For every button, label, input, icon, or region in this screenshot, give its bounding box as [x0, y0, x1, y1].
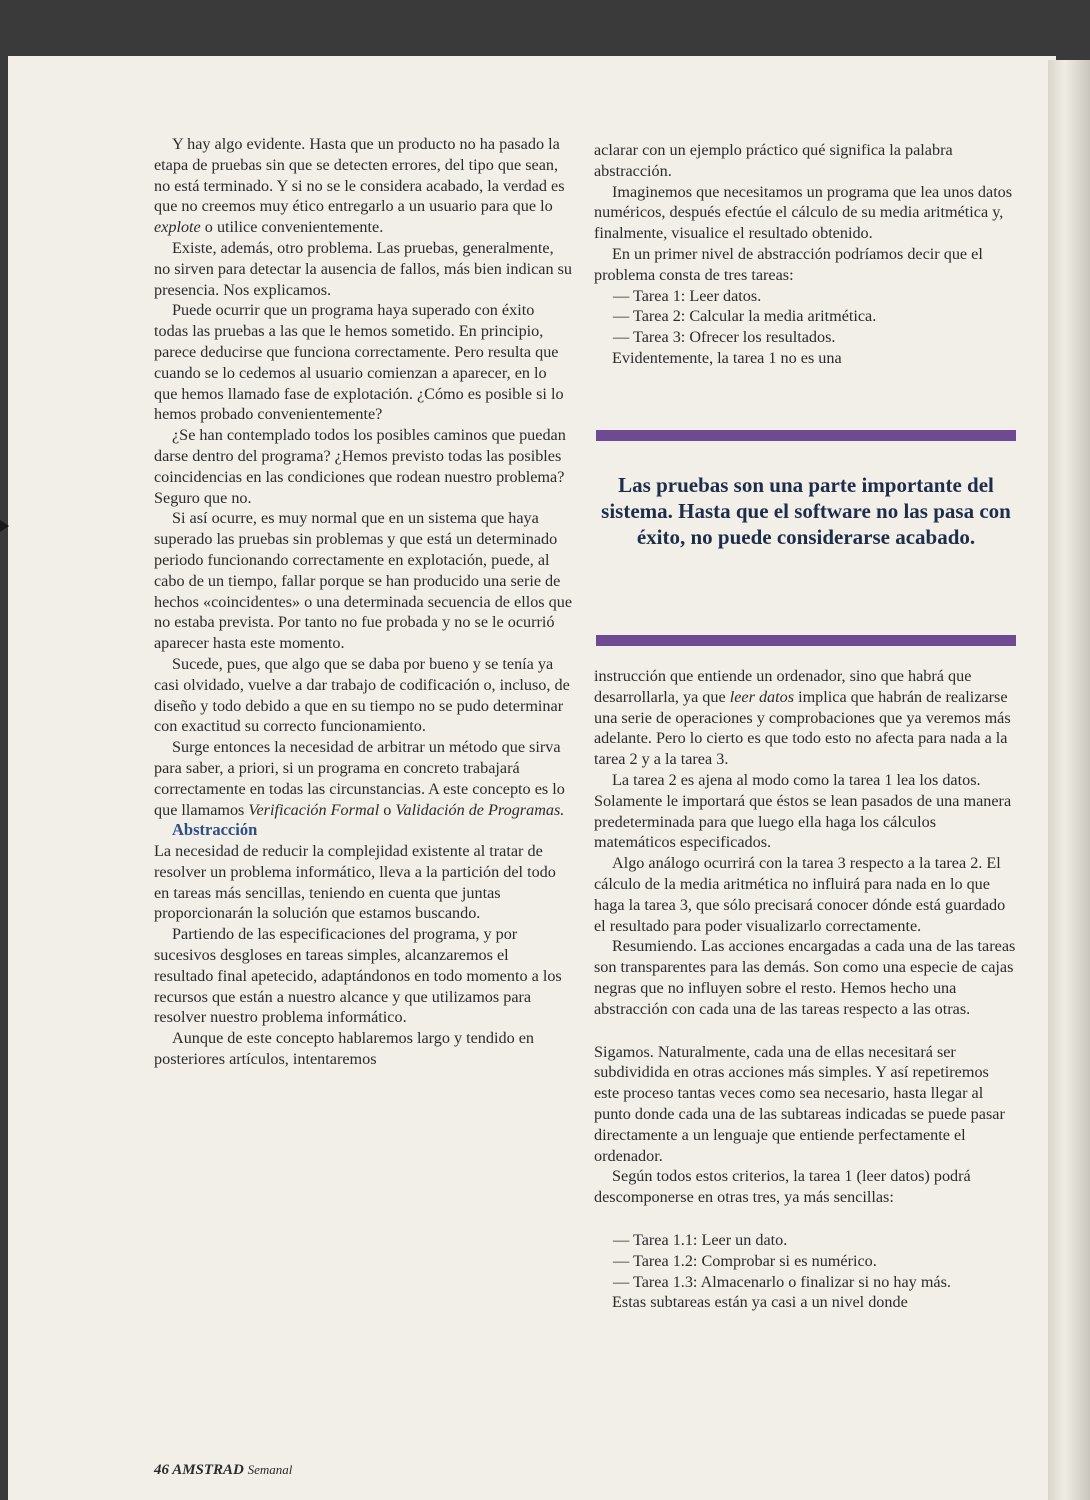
footer-magazine-label: Semanal — [247, 1462, 293, 1477]
paragraph: Sucede, pues, que algo que se daba por bueno y se tenía ya casi olvidado, vuelve a dar trabajo de codificación o, incluso, de diseño y todo debido a que en su tiempo no se pudo determinar con exactitud su correcto funcionamiento. — [154, 654, 570, 736]
page-footer — [154, 1462, 292, 1479]
emphasis: Validación de Programas. — [395, 800, 565, 819]
list-item: — Tarea 3: Ofrecer los resultados. — [613, 328, 836, 347]
page-spine — [1048, 60, 1090, 1500]
list-item: — Tarea 1: Leer datos. — [613, 286, 762, 305]
paragraph: Resumiendo. Las acciones encargadas a cada una de las tareas son transparentes para las demás. Son como una especie de cajas negras que no influyen sobre el resto. Hemos hecho una abstracción con cada una de las tareas respecto a las otras. — [594, 937, 1016, 1018]
paragraph-text: Surge entonces la necesidad de arbitrar un método que sirva para saber, a priori, si un programa en concreto trabajará correctamente en todas las circunstancias. A este concepto es lo que llamamos — [154, 738, 565, 819]
paragraph-gap — [594, 1208, 1016, 1230]
paragraph: Según todos estos criterios, la tarea 1 (leer datos) podrá descomponerse en otras tres, ya más sencillas: — [594, 1167, 971, 1207]
right-column-top — [594, 140, 1016, 369]
paragraph: La tarea 2 es ajena al modo como la tarea 1 lea los datos. Solamente le importará que éstos se lean pasados de una manera predeterminada para que luego ella haga los cálculos matemáticos especificados. — [594, 770, 1012, 852]
section-heading: Abstracción — [172, 820, 258, 840]
paragraph-text: o — [383, 800, 392, 819]
paragraph: La necesidad de reducir la complejidad existente al tratar de resolver un problema informático, lleva a la partición del todo en tareas más sencillas, teniendo en cuenta que juntas proporcionarán la solución que estamos buscando. — [154, 842, 556, 923]
paragraph: Estas subtareas están ya casi a un nivel donde — [612, 1293, 908, 1312]
emphasis: leer datos — [729, 687, 795, 706]
paragraph — [594, 666, 1016, 770]
emphasis: explote — [154, 218, 201, 237]
paragraph: Aunque de este concepto hablaremos largo y tendido en posteriores artículos, intentaremos — [154, 1029, 535, 1069]
paragraph: Partiendo de las especificaciones del programa, y por sucesivos desgloses en tareas simples, alcanzaremos el resultado final apetecido, adaptándonos en todo momento a los recursos que están a nuestro alcance y que utilizamos para resolver nuestro problema informático. — [154, 925, 562, 1027]
paragraph — [154, 134, 572, 238]
right-column-bottom — [594, 666, 1016, 1313]
list-item: — Tarea 1.3: Almacenarlo o finalizar si no hay más. — [613, 1272, 951, 1291]
emphasis: Verificación Formal — [248, 800, 380, 819]
margin-arrow-icon — [0, 520, 9, 532]
paragraph-text: instrucción que entiende un ordenador, sino que habrá que desarrollarla, ya que — [594, 667, 972, 706]
pullquote-rule-top — [596, 430, 1016, 441]
pullquote-rule-bottom — [596, 635, 1016, 646]
paragraph: En un primer nivel de abstracción podríamos decir que el problema consta de tres tareas: — [594, 244, 983, 284]
paragraph-text: Y hay algo evidente. Hasta que un producto no ha pasado la etapa de pruebas sin que se detecten errores, del tipo que sean, no está terminado. Y si no se le considera acabado, la verdad es que no creemos muy ético entregarlo a un usuario para que lo — [154, 135, 565, 216]
paragraph — [154, 737, 572, 820]
paragraph: Si así ocurre, es muy normal que en un sistema que haya superado las pruebas sin problemas y que está un determinado periodo funcionando correctamente en explotación, puede, al cabo de un tiempo, fallar porque se han producido una serie de hechos «coincidentes» o una determinada secuencia de ellos que no estaba prevista. Por tanto no fue probada y no se le ocurrió aparecer hasta este momento. — [154, 509, 573, 653]
paragraph: Imaginemos que necesitamos un programa que lea unos datos numéricos, después efectúe el cálculo de su media aritmética y, finalmente, visualice el resultado obtenido. — [594, 182, 1013, 243]
paragraph: Existe, además, otro problema. Las pruebas, generalmente, no sirven para detectar la ausencia de fallos, más bien indican su presencia. Nos explicamos. — [154, 238, 573, 299]
paragraph: Evidentemente, la tarea 1 no es una — [612, 348, 842, 367]
paragraph-text: implica que habrán de realizarse una serie de operaciones y comprobaciones que ya veremos más adelante. Pero lo cierto es que todo esto no afecta para nada a la tarea 2 y a la tarea 3. — [594, 687, 1011, 769]
paragraph: Sigamos. Naturalmente, cada una de ellas necesitará ser subdividida en otras acciones más simples. Y así repetiremos este proceso tantas veces como sea necesario, hasta llegar al punto donde cada una de las subtareas indicadas se puede pasar directamente a un lenguaje que entiende perfectamente el ordenador. — [594, 1042, 1005, 1165]
list-item: — Tarea 1.1: Leer un dato. — [613, 1230, 788, 1249]
paragraph: Algo análogo ocurrirá con la tarea 3 respecto a la tarea 2. El cálculo de la media aritmética no influirá para nada en lo que haga la tarea 3, que sólo precisará conocer dónde está guardado el resultado para poder visualizarlo correctamente. — [594, 854, 1006, 935]
paragraph-text: o utilice convenientemente. — [204, 218, 384, 237]
paragraph: aclarar con un ejemplo práctico qué significa la palabra abstracción. — [594, 141, 953, 180]
paragraph-gap — [594, 1020, 1016, 1042]
list-item: — Tarea 1.2: Comprobar si es numérico. — [613, 1251, 877, 1270]
paragraph: ¿Se han contemplado todos los posibles caminos que puedan darse dentro del programa? ¿Hemos previsto todas las posibles coincidencias en las condiciones que rodean nuestro problema? Seguro que no. — [154, 426, 566, 507]
footer-page-label: 46 AMSTRAD — [154, 1462, 244, 1478]
pullquote-box — [596, 430, 1016, 646]
list-item: — Tarea 2: Calcular la media aritmética. — [613, 307, 877, 326]
paragraph: Puede ocurrir que un programa haya superado con éxito todas las pruebas a las que le hemos sometido. En principio, parece deducirse que funciona correctamente. Pero resulta que cuando se lo cedemos al usuario comienzan a aparecer, en lo que hemos llamado fase de explotación. ¿Cómo es posible si lo hemos probado convenientemente? — [154, 301, 564, 424]
pullquote-text: Las pruebas son una parte importante del sistema. Hasta que el software no las pasa con éxito, no puede considerarse acabado. — [601, 473, 1011, 549]
left-column — [154, 134, 572, 1070]
